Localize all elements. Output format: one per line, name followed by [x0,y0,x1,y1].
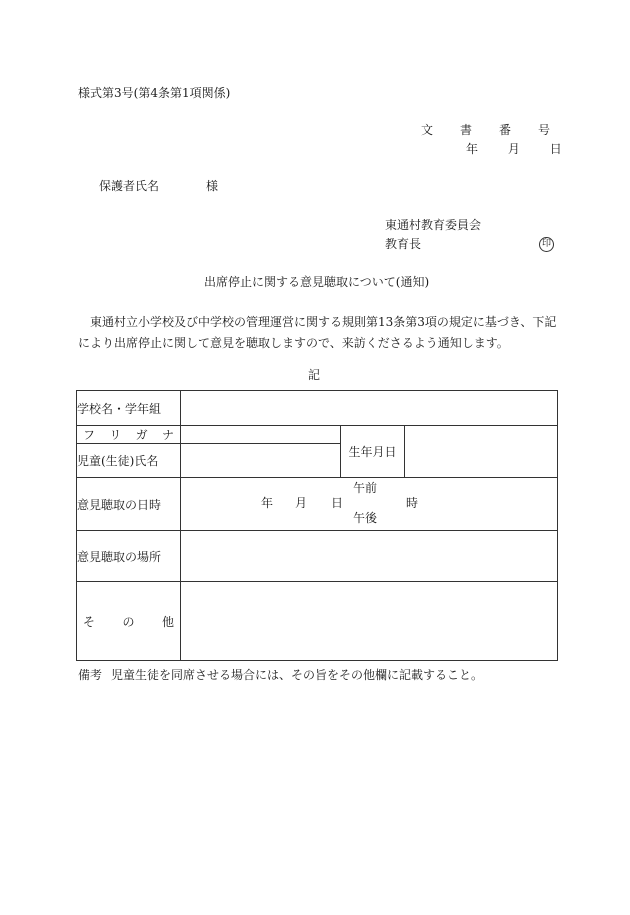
remark-text: 児童生徒を同席させる場合には、その旨をその他欄に記載すること。 [111,668,484,682]
furigana-row [77,426,558,444]
issuer-organization: 東通村教育委員会 [385,218,482,232]
seal-stamp: 印 [539,237,554,252]
month-unit: 月 [295,496,308,510]
birth-date-value[interactable] [405,426,558,478]
birth-date-label: 生年月日 [341,426,405,478]
furigana-value[interactable] [181,426,341,444]
document-title: 出席停止に関する意見聴取について(通知) [204,275,430,289]
school-value[interactable] [181,391,558,426]
student-name-value[interactable] [181,444,341,478]
ki-heading: 記 [308,368,321,382]
other-value[interactable] [181,582,558,661]
date-line: 年 月 日 [466,142,562,156]
student-name-label: 児童(生徒)氏名 [77,444,181,478]
hearing-form-table [76,390,558,661]
place-value[interactable] [181,531,558,582]
notice-body: 東通村立小学校及び中学校の管理運営に関する規則第13条第3項の規定に基づき、下記により出席停止に関して意見を聴取しますので、来訪くださるよう通知します。 [78,315,557,350]
datetime-value[interactable] [181,478,558,531]
school-row [77,391,558,426]
day-unit: 日 [331,496,344,510]
other-label: そ の 他 [77,582,181,661]
hour-unit: 時 [406,496,419,510]
remark-label: 備考 [78,668,103,682]
honorific: 様 [206,179,219,193]
place-label: 意見聴取の場所 [77,531,181,582]
pm-option: 午後 [353,511,378,525]
year-unit: 年 [261,496,274,510]
furigana-label: フ リ ガ ナ [77,426,181,444]
school-label: 学校名・学年組 [77,391,181,426]
datetime-row [77,478,558,531]
document-number: 文 書 番 号 [421,123,550,137]
form-id: 様式第3号(第4条第1項関係) [78,86,231,100]
guardian-name-label: 保護者氏名 [99,179,160,193]
am-option: 午前 [353,481,378,495]
place-row [77,531,558,582]
other-row [77,582,558,661]
issuer-title: 教育長 [385,237,422,251]
datetime-label: 意見聴取の日時 [77,478,181,531]
